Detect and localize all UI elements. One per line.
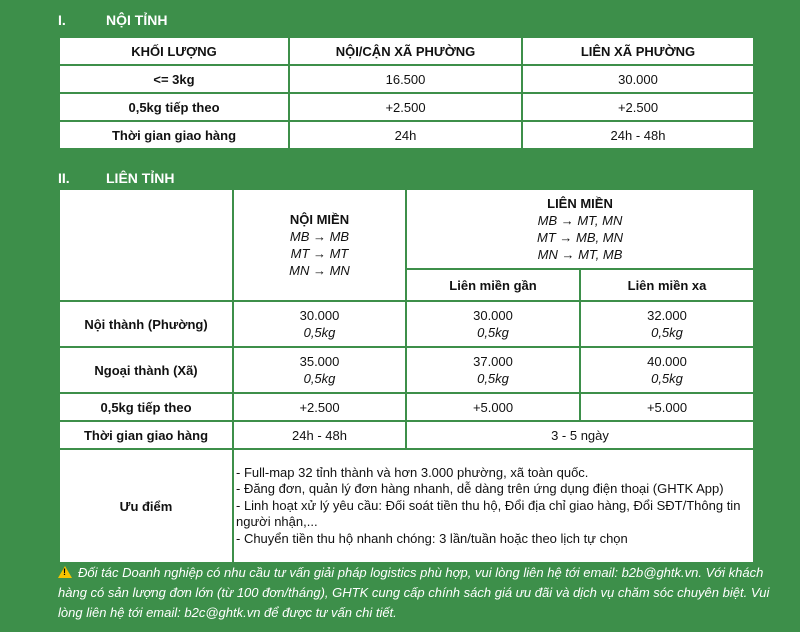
weight: 0,5kg [651, 325, 683, 340]
row-label: <= 3kg [59, 65, 289, 93]
price: 32.000 [647, 308, 687, 323]
weight: 0,5kg [303, 371, 336, 386]
section-1-title [58, 10, 167, 30]
table-cell: 24h - 48h [233, 421, 406, 449]
table-row [59, 449, 754, 563]
section-1-number: I. [58, 12, 66, 28]
noi-mien-title: NỘI MIỀN [289, 212, 350, 227]
table-cell: +2.500 [522, 93, 754, 121]
row-label: Nội thành (Phường) [59, 301, 233, 347]
price: 30.000 [473, 308, 513, 323]
note-line-1: Đối tác Doanh nghiệp có nhu cầu tư vấn giải pháp logistics phù hợp, vui lòng liên hệ tới email: b2b@ghtk.vn. [78, 565, 702, 580]
route-line: MN → MT, MB [537, 247, 623, 262]
weight: 0,5kg [303, 325, 336, 340]
lien-mien-header [406, 189, 754, 269]
table-cell [233, 347, 406, 393]
table-cell [580, 301, 754, 347]
table-header-row [59, 189, 754, 269]
advantage-item: - Linh hoạt xử lý yêu cầu: Đối soát tiền thu hộ, Đổi địa chỉ giao hàng, Đổi SĐT/Thông tin người nhận,... [236, 497, 741, 530]
header-noi-can-xa-phuong: NỘI/CẬN XÃ PHƯỜNG [289, 37, 522, 65]
weight: 0,5kg [651, 371, 683, 386]
section-2-heading: LIÊN TỈNH [106, 170, 175, 186]
lien-tinh-table [58, 188, 755, 564]
route-line: MN → MN [289, 263, 350, 278]
row-label: 0,5kg tiếp theo [59, 93, 289, 121]
table-cell: +2.500 [233, 393, 406, 421]
table-cell: 24h [289, 121, 522, 149]
table-cell [406, 301, 580, 347]
lien-mien-gan-header: Liên miền gần [406, 269, 580, 301]
table-row [59, 393, 754, 421]
row-label: Thời gian giao hàng [59, 421, 233, 449]
table-header-row [59, 37, 754, 65]
price: 40.000 [647, 354, 687, 369]
noi-mien-header [233, 189, 406, 301]
price: 37.000 [473, 354, 513, 369]
table-cell: 24h - 48h [522, 121, 754, 149]
table-cell: +5.000 [580, 393, 754, 421]
weight: 0,5kg [477, 325, 509, 340]
section-2-title [58, 168, 174, 188]
contact-note [58, 563, 770, 623]
advantage-item: - Đăng đơn, quản lý đơn hàng nhanh, dễ dàng trên ứng dụng điện thoại (GHTK App) [236, 481, 724, 497]
advantage-item: - Full-map 32 tỉnh thành và hơn 3.000 phường, xã toàn quốc. [236, 464, 589, 480]
row-label: Ngoại thành (Xã) [59, 347, 233, 393]
table-row [59, 301, 754, 347]
note-line-2: Với khách hàng có sản lượng đơn lớn (từ 100 đơn/tháng), GHTK cung cấp chính sách giá ưu đãi và dịch vụ chăm sóc chuyên biệt. Vui lòng liên hệ tới email: b2c@ghtk.vn để được tư vấn chi tiết. [58, 565, 770, 620]
section-1-heading: NỘI TỈNH [106, 12, 168, 28]
table-cell [233, 301, 406, 347]
header-khoi-luong: KHỐI LƯỢNG [59, 37, 289, 65]
advantages-cell [233, 449, 754, 563]
table-cell [580, 347, 754, 393]
noi-tinh-table [58, 36, 755, 150]
row-label: Ưu điểm [59, 449, 233, 563]
advantage-item: - Chuyển tiền thu hộ nhanh chóng: 3 lần/tuần hoặc theo lịch tự chọn [236, 530, 628, 546]
section-2-number: II. [58, 170, 70, 186]
table-cell: +2.500 [289, 93, 522, 121]
table-cell: +5.000 [406, 393, 580, 421]
lien-mien-title: LIÊN MIỀN [547, 196, 613, 211]
route-line: MB → MT, MN [537, 213, 623, 228]
lien-mien-xa-header: Liên miền xa [580, 269, 754, 301]
table-cell: 3 - 5 ngày [406, 421, 754, 449]
table-row [59, 421, 754, 449]
price: 30.000 [299, 308, 340, 323]
row-label: 0,5kg tiếp theo [59, 393, 233, 421]
table-row [59, 347, 754, 393]
header-lien-xa-phuong: LIÊN XÃ PHƯỜNG [522, 37, 754, 65]
price: 35.000 [299, 354, 340, 369]
table-row [59, 121, 754, 149]
weight: 0,5kg [477, 371, 509, 386]
table-cell [406, 347, 580, 393]
warning-icon [58, 566, 72, 578]
empty-corner-cell [59, 189, 233, 301]
table-row [59, 65, 754, 93]
route-line: MT → MB, MN [537, 230, 623, 245]
table-row [59, 93, 754, 121]
table-cell: 30.000 [522, 65, 754, 93]
table-cell: 16.500 [289, 65, 522, 93]
route-line: MB → MB [289, 229, 350, 244]
route-line: MT → MT [290, 246, 349, 261]
row-label: Thời gian giao hàng [59, 121, 289, 149]
